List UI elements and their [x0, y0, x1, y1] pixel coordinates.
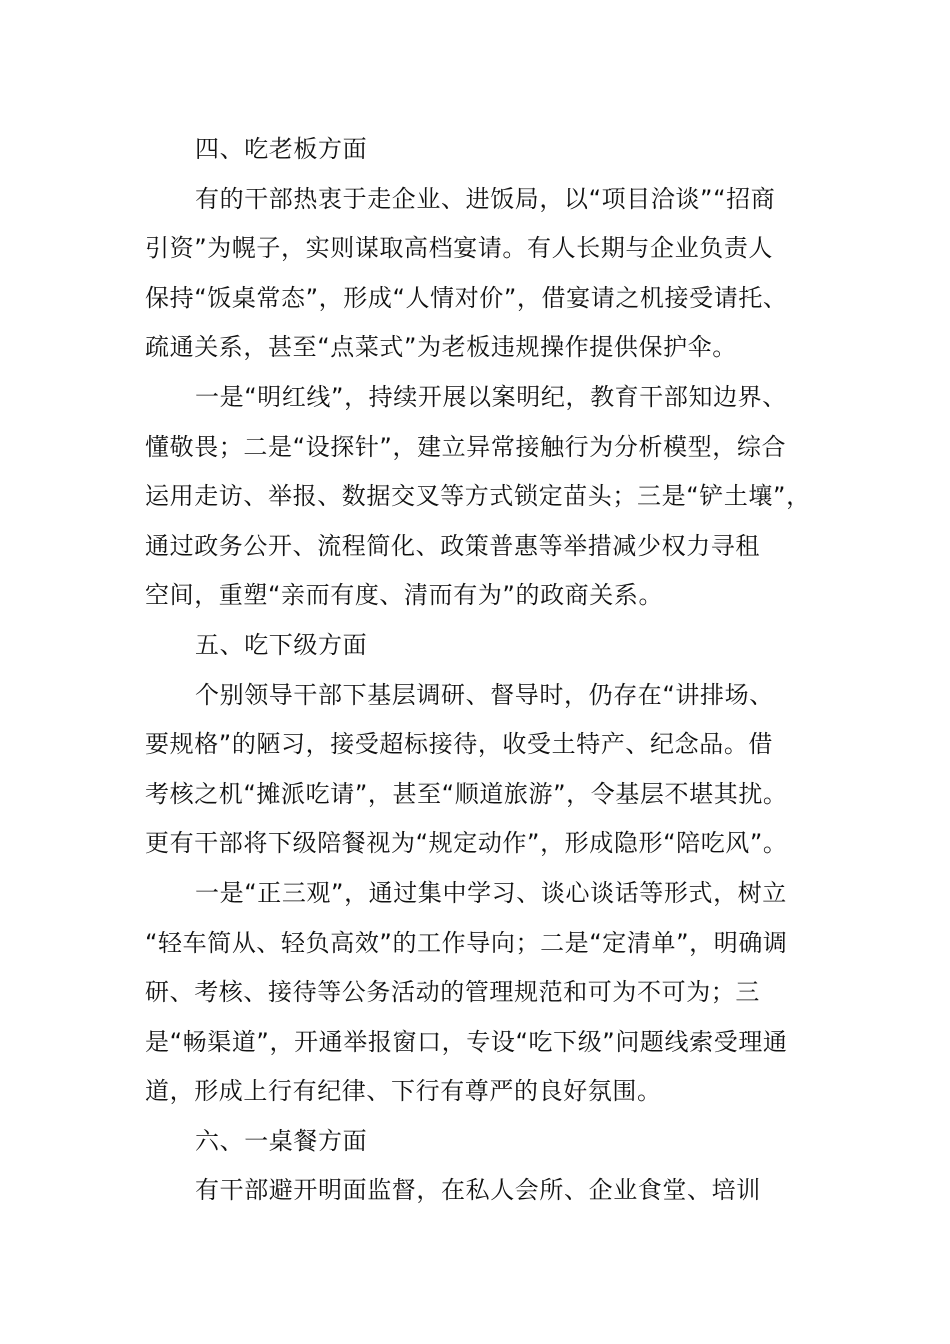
- paragraph-line: “轻车简从、轻负高效”的工作导向；二是“定清单”，明确调: [145, 928, 788, 957]
- paragraph-line: 研、考核、接待等公务活动的管理规范和可为不可为；三: [145, 978, 760, 1007]
- paragraph-line: 疏通关系，甚至“点菜式”为老板违规操作提供保护伞。: [145, 333, 737, 362]
- paragraph-line: 懂敬畏；二是“设探针”，建立异常接触行为分析模型，综合: [145, 432, 787, 461]
- document-text: [145, 125, 810, 1216]
- section-heading-6: 六、一桌餐方面: [195, 1126, 368, 1155]
- paragraph-line: 一是“正三观”，通过集中学习、谈心谈话等形式，树立: [195, 878, 787, 907]
- paragraph-line: 保持“饭桌常态”，形成“人情对价”，借宴请之机接受请托、: [145, 283, 788, 312]
- paragraph-line: 更有干部将下级陪餐视为“规定动作”，形成隐形“陪吃风”。: [145, 829, 788, 858]
- paragraph-line: 有的干部热衷于走企业、进饭局，以“项目洽谈”“招商: [195, 184, 776, 213]
- paragraph-line: 运用走访、举报、数据交叉等方式锁定苗头；三是“铲土壤”，: [145, 482, 811, 511]
- paragraph-line: 一是“明红线”，持续开展以案明纪，教育干部知边界、: [195, 382, 787, 411]
- section-heading-4: 四、吃老板方面: [195, 135, 368, 163]
- paragraph-line: 通过政务公开、流程简化、政策普惠等举措减少权力寻租: [145, 531, 760, 560]
- paragraph-line: 引资”为幌子，实则谋取高档宴请。有人长期与企业负责人: [145, 234, 774, 263]
- paragraph-line: 空间，重塑“亲而有度、清而有为”的政商关系。: [145, 581, 664, 610]
- paragraph-line: 个别领导干部下基层调研、督导时，仍存在“讲排场、: [195, 680, 774, 709]
- paragraph-line: 是“畅渠道”，开通举报窗口，专设“吃下级”问题线索受理通: [145, 1027, 788, 1056]
- paragraph-line: 有干部避开明面监督，在私人会所、企业食堂、培训: [195, 1176, 761, 1205]
- paragraph-line: 考核之机“摊派吃请”，甚至“顺道旅游”，令基层不堪其扰。: [145, 779, 788, 808]
- section-heading-5: 五、吃下级方面: [195, 630, 368, 659]
- paragraph-line: 要规格”的陋习，接受超标接待，收受土特产、纪念品。借: [145, 730, 774, 759]
- paragraph-line: 道，形成上行有纪律、下行有尊严的良好氛围。: [145, 1077, 662, 1106]
